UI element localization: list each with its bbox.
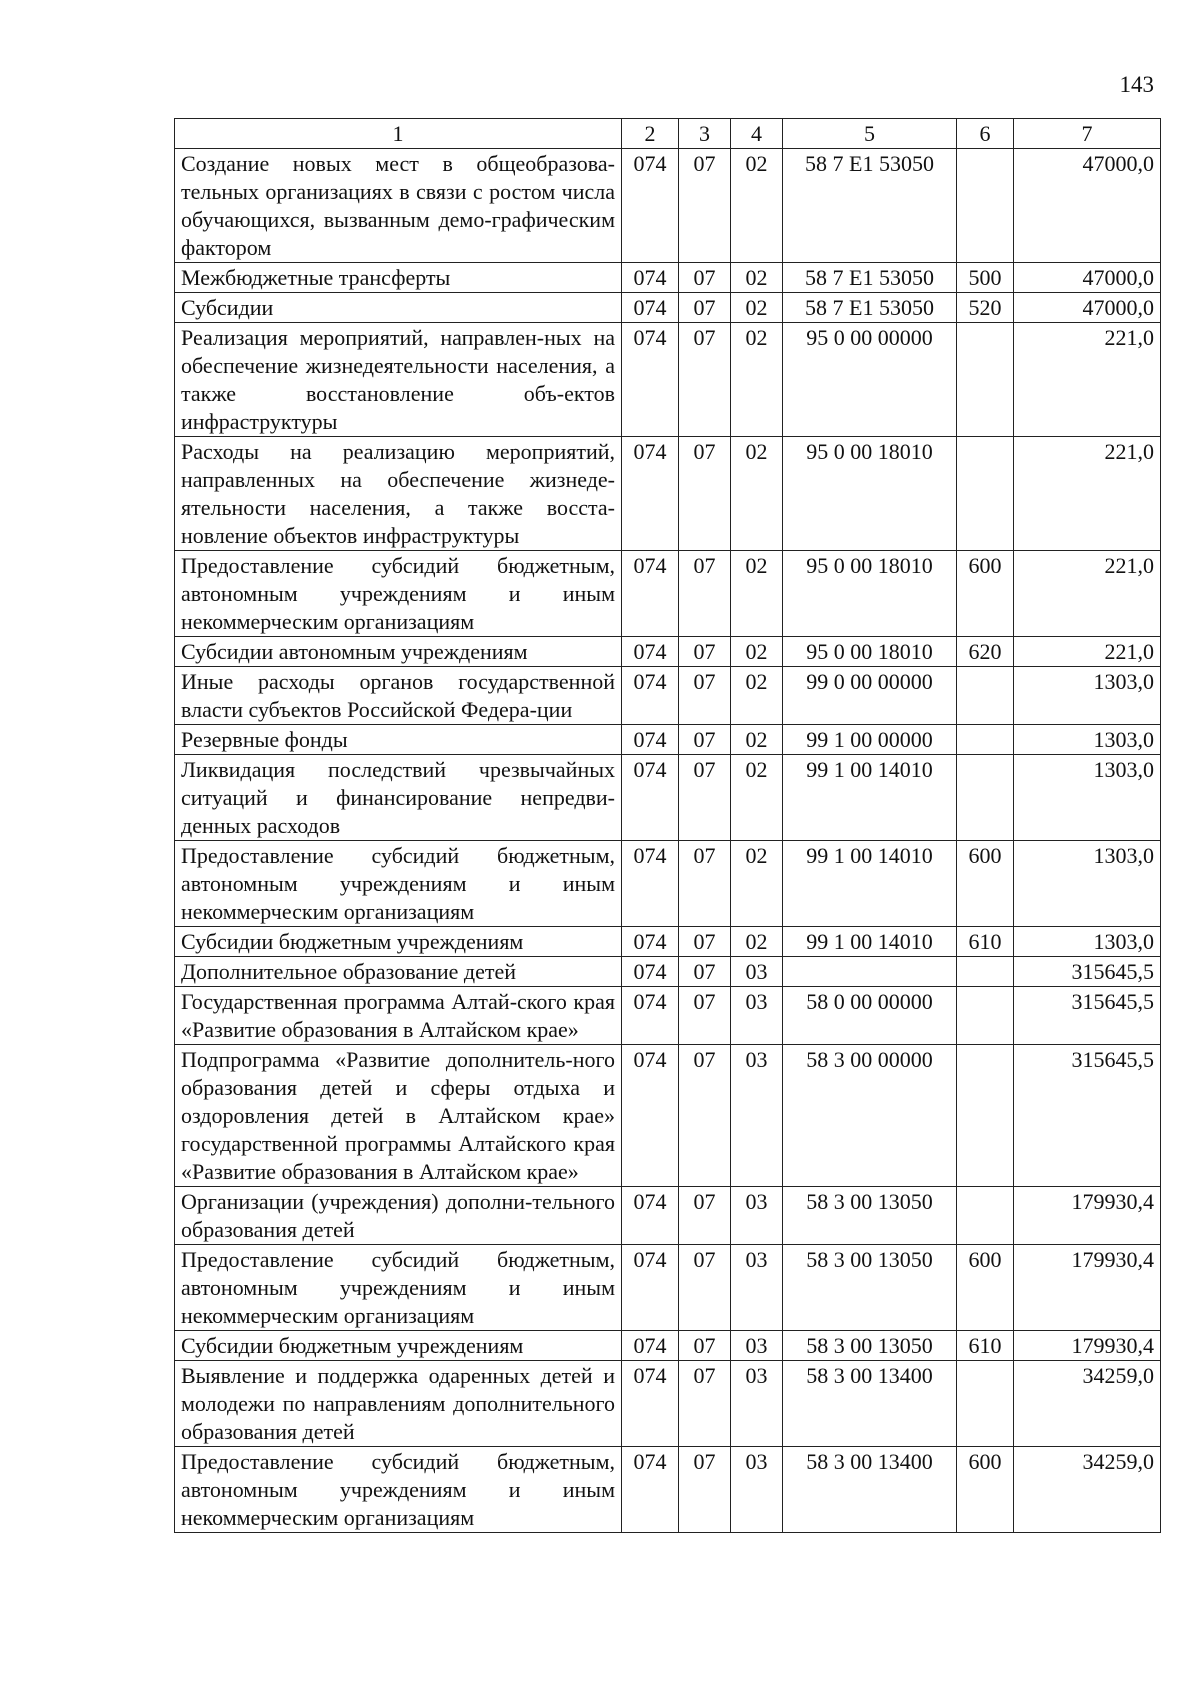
section-code-cell: 07 (679, 1361, 731, 1447)
subsection-code-cell: 03 (731, 1187, 783, 1245)
expense-type-cell: 610 (957, 927, 1014, 957)
expense-name-cell: Предоставление субсидий бюджетным, автономным учреждениям и иным некоммерческим организациям (175, 1245, 622, 1331)
target-article-cell: 58 3 00 13050 (783, 1245, 957, 1331)
amount-cell: 34259,0 (1014, 1361, 1161, 1447)
admin-code-cell: 074 (622, 1245, 679, 1331)
table-row (175, 1361, 1161, 1447)
section-code-cell: 07 (679, 841, 731, 927)
amount-cell: 315645,5 (1014, 1045, 1161, 1187)
amount-cell: 221,0 (1014, 551, 1161, 637)
target-article-cell: 95 0 00 00000 (783, 323, 957, 437)
target-article-cell: 99 0 00 00000 (783, 667, 957, 725)
expense-type-cell: 600 (957, 1245, 1014, 1331)
expense-name-cell: Государственная программа Алтай-ского края «Развитие образования в Алтайском крае» (175, 987, 622, 1045)
expense-name-cell: Подпрограмма «Развитие дополнитель-ного образования детей и сферы отдыха и оздоровления детей в Алтайском крае» государственной программы Алтайского края «Развитие образования в Алтайском крае» (175, 1045, 622, 1187)
column-header: 7 (1014, 119, 1161, 149)
subsection-code-cell: 02 (731, 551, 783, 637)
column-header: 4 (731, 119, 783, 149)
target-article-cell: 99 1 00 14010 (783, 927, 957, 957)
table-row (175, 841, 1161, 927)
expense-name-cell: Субсидии бюджетным учреждениям (175, 1331, 622, 1361)
subsection-code-cell: 02 (731, 637, 783, 667)
admin-code-cell: 074 (622, 1447, 679, 1533)
subsection-code-cell: 02 (731, 323, 783, 437)
table-row (175, 987, 1161, 1045)
section-code-cell: 07 (679, 437, 731, 551)
amount-cell: 34259,0 (1014, 1447, 1161, 1533)
admin-code-cell: 074 (622, 263, 679, 293)
subsection-code-cell: 02 (731, 667, 783, 725)
expense-name-cell: Иные расходы органов государственной власти субъектов Российской Федера-ции (175, 667, 622, 725)
subsection-code-cell: 03 (731, 1361, 783, 1447)
section-code-cell: 07 (679, 725, 731, 755)
expense-name-cell: Реализация мероприятий, направлен-ных на обеспечение жизнедеятельности населения, а также восстановление объ-ектов инфраструктуры (175, 323, 622, 437)
admin-code-cell: 074 (622, 957, 679, 987)
budget-table (174, 118, 1161, 1533)
expense-name-cell: Субсидии (175, 293, 622, 323)
column-header: 3 (679, 119, 731, 149)
section-code-cell: 07 (679, 927, 731, 957)
target-article-cell (783, 957, 957, 987)
admin-code-cell: 074 (622, 725, 679, 755)
section-code-cell: 07 (679, 1045, 731, 1187)
column-header: 5 (783, 119, 957, 149)
target-article-cell: 99 1 00 14010 (783, 841, 957, 927)
subsection-code-cell: 03 (731, 1045, 783, 1187)
expense-type-cell: 610 (957, 1331, 1014, 1361)
subsection-code-cell: 02 (731, 263, 783, 293)
expense-type-cell: 520 (957, 293, 1014, 323)
table-row (175, 1245, 1161, 1331)
expense-type-cell (957, 987, 1014, 1045)
admin-code-cell: 074 (622, 927, 679, 957)
amount-cell: 1303,0 (1014, 841, 1161, 927)
expense-type-cell (957, 957, 1014, 987)
table-row (175, 293, 1161, 323)
section-code-cell: 07 (679, 987, 731, 1045)
subsection-code-cell: 02 (731, 293, 783, 323)
subsection-code-cell: 02 (731, 149, 783, 263)
subsection-code-cell: 02 (731, 927, 783, 957)
section-code-cell: 07 (679, 323, 731, 437)
amount-cell: 179930,4 (1014, 1331, 1161, 1361)
expense-type-cell (957, 149, 1014, 263)
amount-cell: 1303,0 (1014, 667, 1161, 725)
expense-name-cell: Создание новых мест в общеобразова-тельных организациях в связи с ростом числа обучающихся, вызванным демо-графическим фактором (175, 149, 622, 263)
section-code-cell: 07 (679, 1331, 731, 1361)
table-row (175, 1187, 1161, 1245)
table-row (175, 263, 1161, 293)
expense-type-cell (957, 1187, 1014, 1245)
expense-name-cell: Предоставление субсидий бюджетным, автономным учреждениям и иным некоммерческим организациям (175, 551, 622, 637)
section-code-cell: 07 (679, 1447, 731, 1533)
section-code-cell: 07 (679, 755, 731, 841)
target-article-cell: 58 3 00 13400 (783, 1361, 957, 1447)
target-article-cell: 58 7 E1 53050 (783, 149, 957, 263)
admin-code-cell: 074 (622, 149, 679, 263)
section-code-cell: 07 (679, 1187, 731, 1245)
section-code-cell: 07 (679, 263, 731, 293)
expense-name-cell: Ликвидация последствий чрезвычайных ситуаций и финансирование непредви-денных расходов (175, 755, 622, 841)
amount-cell: 315645,5 (1014, 957, 1161, 987)
subsection-code-cell: 03 (731, 957, 783, 987)
expense-type-cell: 500 (957, 263, 1014, 293)
subsection-code-cell: 03 (731, 987, 783, 1045)
target-article-cell: 58 3 00 13050 (783, 1187, 957, 1245)
amount-cell: 1303,0 (1014, 927, 1161, 957)
expense-name-cell: Расходы на реализацию мероприятий, направленных на обеспечение жизнеде-ятельности населения, а также восста-новление объектов инфраструктуры (175, 437, 622, 551)
subsection-code-cell: 02 (731, 725, 783, 755)
expense-type-cell: 600 (957, 1447, 1014, 1533)
amount-cell: 315645,5 (1014, 987, 1161, 1045)
expense-type-cell (957, 437, 1014, 551)
section-code-cell: 07 (679, 637, 731, 667)
admin-code-cell: 074 (622, 841, 679, 927)
amount-cell: 221,0 (1014, 323, 1161, 437)
expense-type-cell (957, 1361, 1014, 1447)
expense-name-cell: Субсидии бюджетным учреждениям (175, 927, 622, 957)
expense-type-cell: 600 (957, 841, 1014, 927)
admin-code-cell: 074 (622, 987, 679, 1045)
table-row (175, 1045, 1161, 1187)
admin-code-cell: 074 (622, 1331, 679, 1361)
admin-code-cell: 074 (622, 551, 679, 637)
target-article-cell: 99 1 00 14010 (783, 755, 957, 841)
amount-cell: 221,0 (1014, 637, 1161, 667)
expense-type-cell (957, 755, 1014, 841)
amount-cell: 47000,0 (1014, 149, 1161, 263)
admin-code-cell: 074 (622, 437, 679, 551)
subsection-code-cell: 03 (731, 1331, 783, 1361)
expense-type-cell: 620 (957, 637, 1014, 667)
target-article-cell: 58 7 E1 53050 (783, 263, 957, 293)
target-article-cell: 58 3 00 00000 (783, 1045, 957, 1187)
admin-code-cell: 074 (622, 293, 679, 323)
table-row (175, 323, 1161, 437)
expense-name-cell: Дополнительное образование детей (175, 957, 622, 987)
expense-type-cell (957, 725, 1014, 755)
amount-cell: 47000,0 (1014, 293, 1161, 323)
page-number: 143 (1119, 72, 1154, 97)
target-article-cell: 99 1 00 00000 (783, 725, 957, 755)
column-header: 1 (175, 119, 622, 149)
table-row (175, 1331, 1161, 1361)
subsection-code-cell: 03 (731, 1447, 783, 1533)
admin-code-cell: 074 (622, 637, 679, 667)
expense-name-cell: Выявление и поддержка одаренных детей и молодежи по направлениям дополнительного образования детей (175, 1361, 622, 1447)
section-code-cell: 07 (679, 551, 731, 637)
expense-name-cell: Предоставление субсидий бюджетным, автономным учреждениям и иным некоммерческим организациям (175, 1447, 622, 1533)
admin-code-cell: 074 (622, 1045, 679, 1187)
target-article-cell: 95 0 00 18010 (783, 437, 957, 551)
section-code-cell: 07 (679, 957, 731, 987)
expense-name-cell: Субсидии автономным учреждениям (175, 637, 622, 667)
admin-code-cell: 074 (622, 323, 679, 437)
subsection-code-cell: 02 (731, 755, 783, 841)
amount-cell: 1303,0 (1014, 725, 1161, 755)
expense-name-cell: Межбюджетные трансферты (175, 263, 622, 293)
target-article-cell: 58 0 00 00000 (783, 987, 957, 1045)
target-article-cell: 95 0 00 18010 (783, 637, 957, 667)
table-row (175, 927, 1161, 957)
target-article-cell: 58 3 00 13400 (783, 1447, 957, 1533)
table-row (175, 637, 1161, 667)
header-row (175, 119, 1161, 149)
table-row (175, 957, 1161, 987)
amount-cell: 179930,4 (1014, 1187, 1161, 1245)
target-article-cell: 58 3 00 13050 (783, 1331, 957, 1361)
subsection-code-cell: 03 (731, 1245, 783, 1331)
section-code-cell: 07 (679, 149, 731, 263)
amount-cell: 221,0 (1014, 437, 1161, 551)
admin-code-cell: 074 (622, 1361, 679, 1447)
table-row (175, 1447, 1161, 1533)
expense-type-cell (957, 667, 1014, 725)
amount-cell: 1303,0 (1014, 755, 1161, 841)
expense-type-cell: 600 (957, 551, 1014, 637)
table-row (175, 437, 1161, 551)
admin-code-cell: 074 (622, 667, 679, 725)
admin-code-cell: 074 (622, 1187, 679, 1245)
amount-cell: 47000,0 (1014, 263, 1161, 293)
subsection-code-cell: 02 (731, 841, 783, 927)
expense-name-cell: Резервные фонды (175, 725, 622, 755)
amount-cell: 179930,4 (1014, 1245, 1161, 1331)
subsection-code-cell: 02 (731, 437, 783, 551)
expense-name-cell: Предоставление субсидий бюджетным, автономным учреждениям и иным некоммерческим организациям (175, 841, 622, 927)
section-code-cell: 07 (679, 667, 731, 725)
target-article-cell: 95 0 00 18010 (783, 551, 957, 637)
table-row (175, 725, 1161, 755)
column-header: 6 (957, 119, 1014, 149)
table-row (175, 755, 1161, 841)
table-row (175, 551, 1161, 637)
admin-code-cell: 074 (622, 755, 679, 841)
expense-type-cell (957, 323, 1014, 437)
column-header: 2 (622, 119, 679, 149)
section-code-cell: 07 (679, 1245, 731, 1331)
expense-name-cell: Организации (учреждения) дополни-тельного образования детей (175, 1187, 622, 1245)
target-article-cell: 58 7 E1 53050 (783, 293, 957, 323)
table-row (175, 667, 1161, 725)
table-row (175, 149, 1161, 263)
expense-type-cell (957, 1045, 1014, 1187)
section-code-cell: 07 (679, 293, 731, 323)
